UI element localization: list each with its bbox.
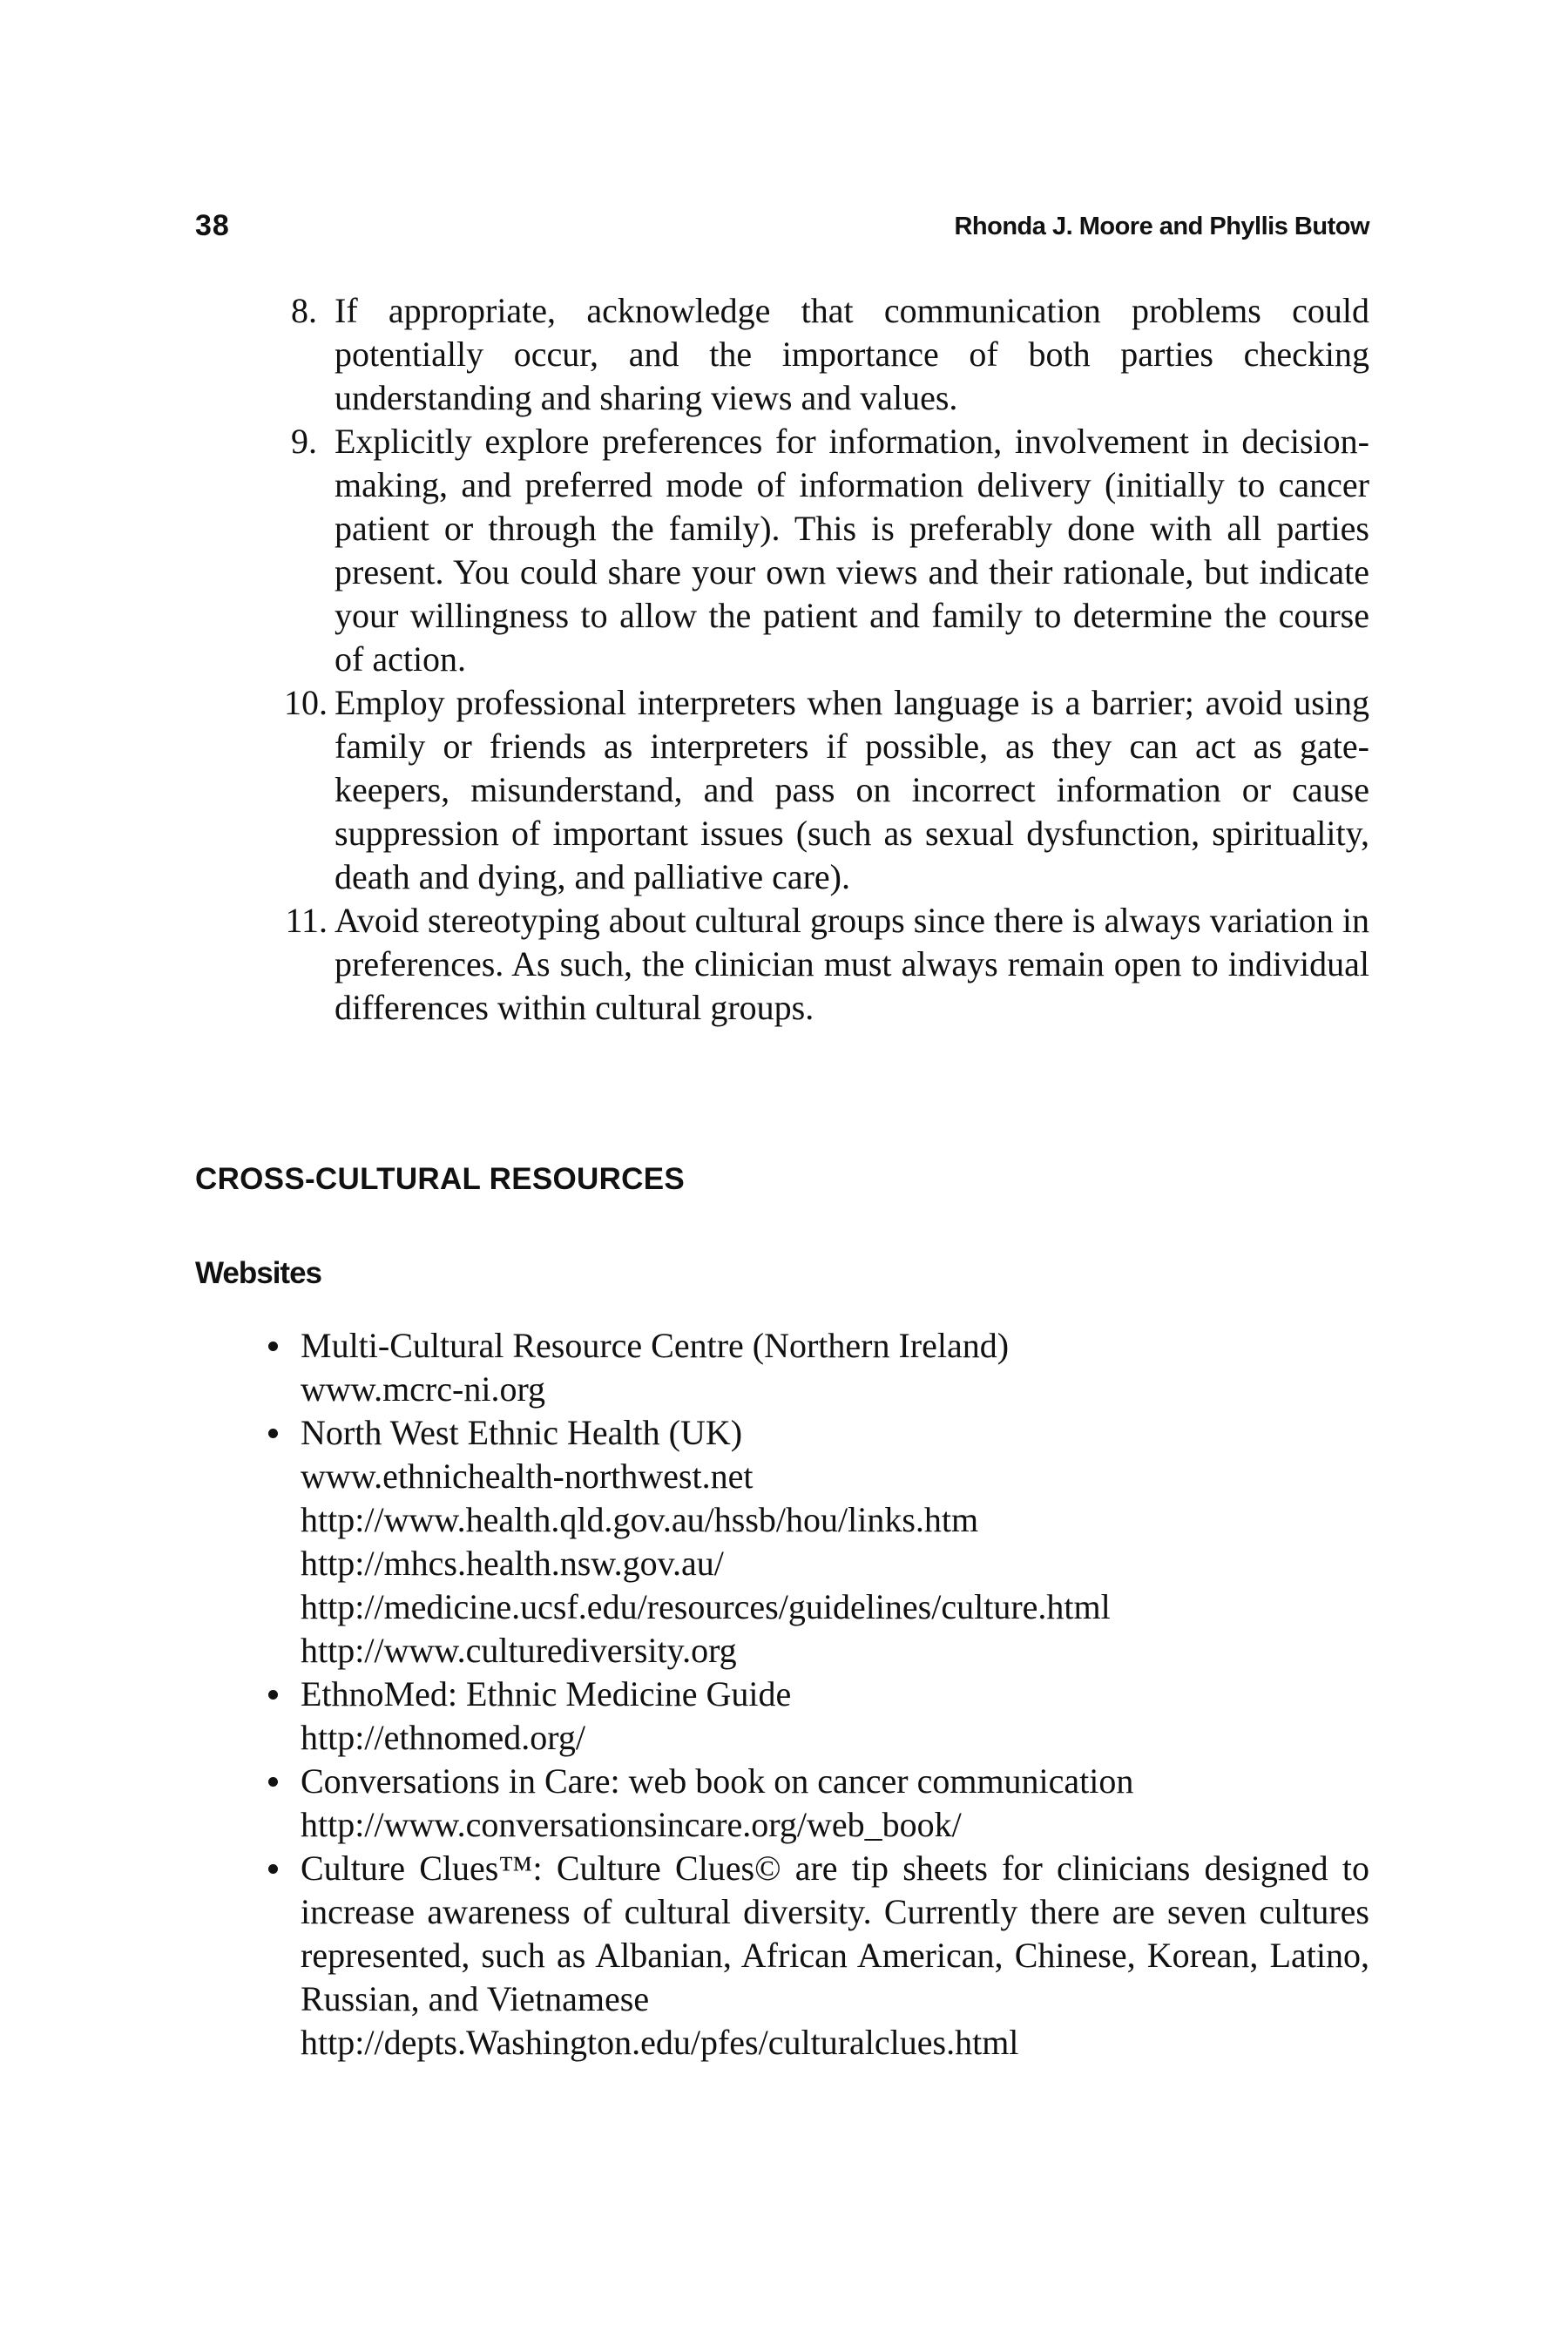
- section-heading: CROSS-CULTURAL RESOURCES: [195, 1162, 686, 1196]
- resource-link[interactable]: http://mhcs.health.nsw.gov.au/: [301, 1544, 724, 1583]
- list-item: [282, 289, 1369, 420]
- item-number: 11.: [285, 901, 328, 940]
- bullet-icon: [268, 1864, 278, 1874]
- resource-link[interactable]: www.mcrc-ni.org: [301, 1369, 546, 1409]
- item-text: Avoid stereotyping about cultural groups since there is always variation in preferences. As such, the clinician must always remain open to individual differences within cultural groups.: [335, 901, 1369, 1027]
- resource-title: Conversations in Care: web book on cancer communication: [301, 1761, 1134, 1801]
- bullet-icon: [268, 1690, 278, 1700]
- resource-link[interactable]: www.ethnichealth-northwest.net: [301, 1456, 754, 1496]
- bullet-icon: [268, 1429, 278, 1438]
- running-head: Rhonda J. Moore and Phyllis Butow: [954, 213, 1369, 240]
- list-item: [282, 899, 1369, 1030]
- resource-item: [261, 1760, 1369, 1847]
- numbered-guideline-list: [282, 289, 1369, 1030]
- item-number: 9.: [291, 422, 317, 461]
- resource-item: [261, 1847, 1369, 2065]
- resource-title: North West Ethnic Health (UK): [301, 1413, 743, 1452]
- bullet-icon: [268, 1777, 278, 1787]
- resource-item: [261, 1411, 1369, 1673]
- sub-heading: Websites: [195, 1256, 322, 1290]
- bullet-icon: [268, 1342, 278, 1351]
- list-item: [282, 681, 1369, 899]
- resource-title: Multi-Cultural Resource Centre (Northern Ireland): [301, 1326, 1010, 1365]
- item-text: If appropriate, acknowledge that communication problems could potentially occur, and the importance of both parties checking understanding and sharing views and values.: [335, 291, 1369, 417]
- resource-title: EthnoMed: Ethnic Medicine Guide: [301, 1674, 792, 1713]
- resource-link[interactable]: http://www.conversationsincare.org/web_book/: [301, 1805, 962, 1844]
- resource-link[interactable]: http://www.health.qld.gov.au/hssb/hou/links.htm: [301, 1500, 979, 1539]
- item-text: Employ professional interpreters when language is a barrier; avoid using family or friends as interpreters if possible, as they can act as gate-keepers, misunderstand, and pass on incorrect information or cause suppression of important issues (such as sexual dysfunction, spirituality, death and dying, and palliative care).: [335, 683, 1369, 896]
- item-number: 8.: [291, 291, 317, 330]
- resource-title: Culture Clues™: Culture Clues© are tip sheets for clinicians designed to increase awareness of cultural diversity. Currently there are seven cultures represented, such as Albanian, African American, Chinese, Korean, Latino, Russian, and Vietnamese: [301, 1848, 1369, 2018]
- resource-link[interactable]: http://depts.Washington.edu/pfes/culturalclues.html: [301, 2023, 1019, 2062]
- resource-link[interactable]: http://ethnomed.org/: [301, 1718, 586, 1757]
- item-text: Explicitly explore preferences for information, involvement in decision-making, and preferred mode of information delivery (initially to cancer patient or through the family). This is preferably done with all parties present. You could share your own views and their rationale, but indicate your willingness to allow the patient and family to determine the course of action.: [335, 422, 1369, 679]
- resource-item: [261, 1324, 1369, 1411]
- resource-link[interactable]: http://www.culturediversity.org: [301, 1631, 737, 1670]
- page-number: 38: [195, 209, 230, 242]
- item-number: 10.: [284, 683, 328, 722]
- resource-item: [261, 1673, 1369, 1760]
- resource-link[interactable]: http://medicine.ucsf.edu/resources/guidelines/culture.html: [301, 1587, 1111, 1626]
- list-item: [282, 420, 1369, 681]
- resource-list: [261, 1324, 1369, 2065]
